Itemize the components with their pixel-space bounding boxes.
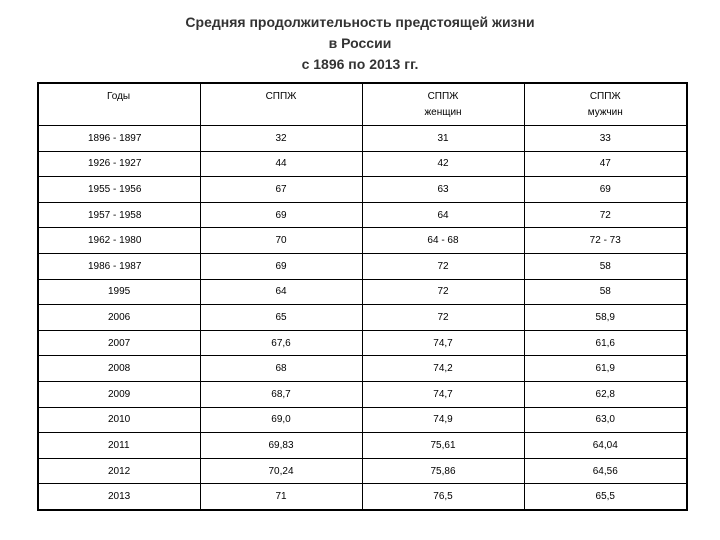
cell-men: 62,8 [524,381,687,407]
cell-total: 68,7 [200,381,362,407]
table-row [38,484,687,510]
cell-period: 2008 [38,356,200,382]
cell-women: 76,5 [362,484,524,510]
cell-men: 63,0 [524,407,687,433]
table-row [38,202,687,228]
table-row [38,407,687,433]
cell-women: 72 [362,279,524,305]
cell-total: 64 [200,279,362,305]
cell-women: 64 [362,202,524,228]
header-total [200,83,362,126]
cell-period: 1955 - 1956 [38,177,200,203]
header-years [38,83,200,126]
cell-men: 61,9 [524,356,687,382]
cell-period: 1957 - 1958 [38,202,200,228]
cell-period: 2011 [38,433,200,459]
cell-men: 69 [524,177,687,203]
cell-total: 71 [200,484,362,510]
table-row [38,305,687,331]
header-men-sublabel: мужчин [587,107,623,118]
table-row [38,279,687,305]
table-header-row [38,83,687,126]
cell-period: 1962 - 1980 [38,228,200,254]
cell-period: 2010 [38,407,200,433]
cell-total: 69 [200,253,362,279]
cell-total: 69,83 [200,433,362,459]
cell-women: 74,9 [362,407,524,433]
cell-period: 2007 [38,330,200,356]
table-row [38,356,687,382]
cell-total: 69 [200,202,362,228]
header-total-label: СППЖ [265,91,297,102]
header-men [524,83,687,126]
cell-total: 70,24 [200,458,362,484]
table-row [38,228,687,254]
cell-men: 61,6 [524,330,687,356]
cell-women: 74,2 [362,356,524,382]
cell-men: 65,5 [524,484,687,510]
cell-period: 2013 [38,484,200,510]
cell-men: 58 [524,279,687,305]
cell-women: 31 [362,126,524,152]
cell-total: 65 [200,305,362,331]
cell-total: 32 [200,126,362,152]
cell-total: 67,6 [200,330,362,356]
table-row [38,253,687,279]
title-line-1: Средняя продолжительность предстоящей жизни [185,14,535,30]
cell-men: 58,9 [524,305,687,331]
cell-men: 33 [524,126,687,152]
cell-women: 74,7 [362,381,524,407]
cell-period: 2006 [38,305,200,331]
title-line-2: в России [328,35,392,51]
table-row [38,177,687,203]
table-row [38,151,687,177]
title-line-3: с 1896 по 2013 гг. [301,56,419,72]
header-women-sublabel: женщин [424,107,462,118]
cell-men: 47 [524,151,687,177]
cell-total: 69,0 [200,407,362,433]
table-row [38,433,687,459]
header-men-label: СППЖ [589,91,621,102]
life-expectancy-table [37,82,688,511]
cell-period: 1986 - 1987 [38,253,200,279]
table-row [38,381,687,407]
cell-women: 74,7 [362,330,524,356]
table-row [38,330,687,356]
cell-women: 64 - 68 [362,228,524,254]
cell-women: 42 [362,151,524,177]
cell-women: 72 [362,253,524,279]
cell-total: 67 [200,177,362,203]
cell-period: 1995 [38,279,200,305]
cell-men: 64,04 [524,433,687,459]
header-women-label: СППЖ [427,91,459,102]
cell-women: 63 [362,177,524,203]
cell-total: 68 [200,356,362,382]
table-row [38,458,687,484]
cell-women: 72 [362,305,524,331]
cell-men: 72 - 73 [524,228,687,254]
cell-men: 72 [524,202,687,228]
cell-women: 75,86 [362,458,524,484]
cell-period: 1926 - 1927 [38,151,200,177]
cell-period: 2012 [38,458,200,484]
cell-period: 2009 [38,381,200,407]
table-row [38,126,687,152]
header-years-label: Годы [107,91,131,102]
header-women [362,83,524,126]
cell-men: 58 [524,253,687,279]
cell-women: 75,61 [362,433,524,459]
cell-period: 1896 - 1897 [38,126,200,152]
cell-men: 64,56 [524,458,687,484]
page-title [0,12,720,75]
cell-total: 70 [200,228,362,254]
cell-total: 44 [200,151,362,177]
